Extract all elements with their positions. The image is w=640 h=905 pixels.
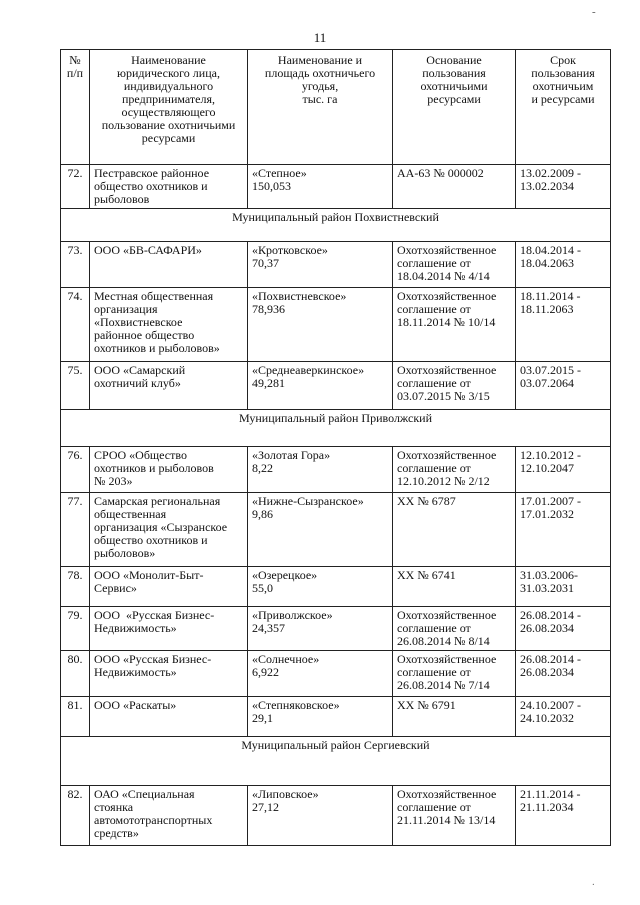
row-basis: Охотхозяйственное соглашение от 21.11.2014 № 13/14	[393, 786, 516, 846]
row-basis: Охотхозяйственное соглашение от 26.08.2014 № 8/14	[393, 607, 516, 651]
row-num: 80.	[61, 651, 90, 697]
row-name: ООО «Монолит-Быт- Сервис»	[90, 567, 248, 607]
row-area: «Приволжское» 24,357	[248, 607, 393, 651]
header-num: № п/п	[61, 50, 90, 165]
row-term: 24.10.2007 - 24.10.2032	[516, 697, 611, 737]
row-term: 18.04.2014 - 18.04.2063	[516, 242, 611, 288]
row-num: 76.	[61, 447, 90, 493]
row-name: ООО «Самарский охотничий клуб»	[90, 362, 248, 410]
row-area: «Среднеаверкинское» 49,281	[248, 362, 393, 410]
row-num: 75.	[61, 362, 90, 410]
row-basis: АА-63 № 000002	[393, 165, 516, 209]
row-term: 26.08.2014 - 26.08.2034	[516, 607, 611, 651]
row-term: 26.08.2014 - 26.08.2034	[516, 651, 611, 697]
row-name: ООО «БВ-САФАРИ»	[90, 242, 248, 288]
row-num: 73.	[61, 242, 90, 288]
row-area: «Кротковское» 70,37	[248, 242, 393, 288]
row-name: ООО «Русская Бизнес- Недвижимость»	[90, 607, 248, 651]
row-term: 18.11.2014 - 18.11.2063	[516, 288, 611, 362]
section-row	[61, 209, 611, 242]
row-num: 74.	[61, 288, 90, 362]
row-term: 17.01.2007 - 17.01.2032	[516, 493, 611, 567]
row-area: «Степняковское» 29,1	[248, 697, 393, 737]
table-row	[61, 786, 611, 846]
row-num: 82.	[61, 786, 90, 846]
table-row	[61, 607, 611, 651]
page-number: 11	[313, 30, 327, 45]
table-row	[61, 242, 611, 288]
header-area: Наименование и площадь охотничьего угодья, тыс. га	[248, 50, 393, 165]
row-basis: Охотхозяйственное соглашение от 18.11.2014 № 10/14	[393, 288, 516, 362]
row-basis: Охотхозяйственное соглашение от 03.07.2015 № 3/15	[393, 362, 516, 410]
row-area: «Озерецкое» 55,0	[248, 567, 393, 607]
row-num: 72.	[61, 165, 90, 209]
row-name: ООО «Русская Бизнес- Недвижимость»	[90, 651, 248, 697]
section-row	[61, 410, 611, 447]
row-name: Местная общественная организация «Похвистневское районное общество охотников и рыболовов»	[90, 288, 248, 362]
row-area: «Степное» 150,053	[248, 165, 393, 209]
row-basis: ХХ № 6741	[393, 567, 516, 607]
row-name: Пестравское районное общество охотников и рыболовов	[90, 165, 248, 209]
table-header-row	[61, 50, 611, 165]
section-title: Муниципальный район Сергиевский	[61, 737, 611, 786]
row-basis: ХХ № 6787	[393, 493, 516, 567]
row-term: 21.11.2014 - 21.11.2034	[516, 786, 611, 846]
table-row	[61, 697, 611, 737]
corner-mark: -	[592, 6, 596, 18]
table-row	[61, 362, 611, 410]
table-row	[61, 651, 611, 697]
row-num: 79.	[61, 607, 90, 651]
row-term: 31.03.2006- 31.03.2031	[516, 567, 611, 607]
row-name: СРОО «Общество охотников и рыболовов № 203»	[90, 447, 248, 493]
row-area: «Нижне-Сызранское» 9,86	[248, 493, 393, 567]
header-term: Срок пользования охотничьим и ресурсами	[516, 50, 611, 165]
section-row	[61, 737, 611, 786]
row-basis: Охотхозяйственное соглашение от 12.10.2012 № 2/12	[393, 447, 516, 493]
section-title: Муниципальный район Похвистневский	[61, 209, 611, 242]
row-name: Самарская региональная общественная организация «Сызранское общество охотников и рыболовов»	[90, 493, 248, 567]
row-num: 81.	[61, 697, 90, 737]
row-name: ОАО «Специальная стоянка автомототранспортных средств»	[90, 786, 248, 846]
row-basis: Охотхозяйственное соглашение от 26.08.2014 № 7/14	[393, 651, 516, 697]
row-num: 77.	[61, 493, 90, 567]
row-area: «Золотая Гора» 8,22	[248, 447, 393, 493]
section-title: Муниципальный район Приволжский	[61, 410, 611, 447]
hunting-grounds-table	[60, 49, 611, 846]
edge-mark: .	[592, 876, 595, 888]
table-row	[61, 567, 611, 607]
table-row	[61, 493, 611, 567]
row-area: «Похвистневское» 78,936	[248, 288, 393, 362]
row-area: «Липовское» 27,12	[248, 786, 393, 846]
row-term: 12.10.2012 - 12.10.2047	[516, 447, 611, 493]
table-row	[61, 447, 611, 493]
row-term: 13.02.2009 - 13.02.2034	[516, 165, 611, 209]
table-row	[61, 288, 611, 362]
header-basis: Основание пользования охотничьими ресурсами	[393, 50, 516, 165]
row-area: «Солнечное» 6,922	[248, 651, 393, 697]
row-basis: ХХ № 6791	[393, 697, 516, 737]
row-num: 78.	[61, 567, 90, 607]
row-name: ООО «Раскаты»	[90, 697, 248, 737]
table-row	[61, 165, 611, 209]
header-name: Наименование юридического лица, индивидуального предпринимателя, осуществляющего пользование охотничьими ресурсами	[90, 50, 248, 165]
row-basis: Охотхозяйственное соглашение от 18.04.2014 № 4/14	[393, 242, 516, 288]
row-term: 03.07.2015 - 03.07.2064	[516, 362, 611, 410]
